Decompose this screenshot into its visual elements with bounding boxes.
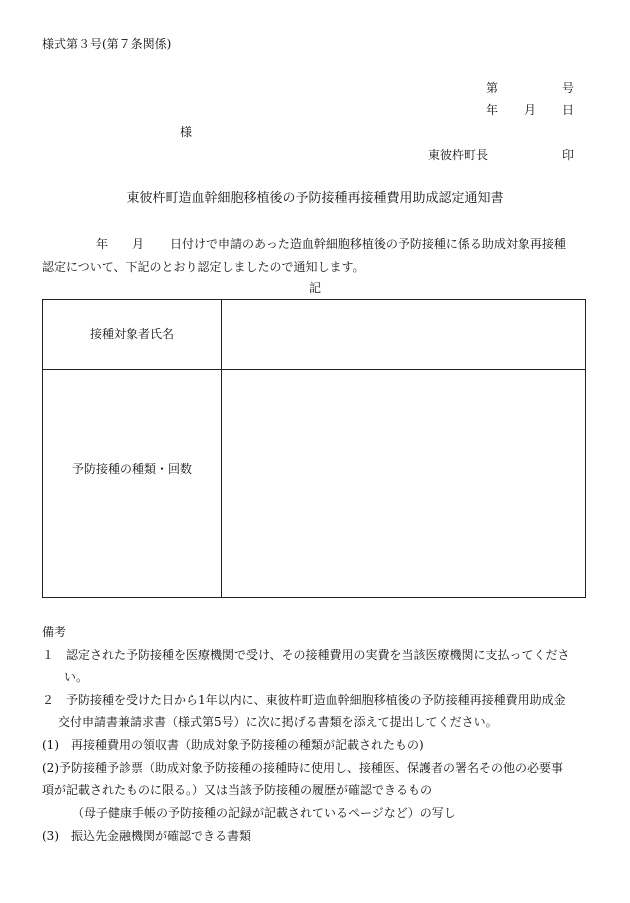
certification-table [42,299,586,598]
form-number: 様式第３号(第７条関係) [42,37,172,51]
label-recipient-name: 接種対象者氏名 [89,327,174,341]
body-line1: 日付けで申請のあった造血幹細胞移植後の予防接種に係る助成対象再接種 [170,237,566,251]
note-2-line-a: ２ 予防接種を受けた日から1年以内に、東彼杵町造血幹細胞移植後の予防接種再接種費用助成金 [42,693,566,707]
subnote-2-line-b: 項が記載されたものに限る。）又は当該予防接種の履歴が確認できるもの [42,783,433,797]
ki-label: 記 [308,281,321,295]
addressee-sama: 様 [180,125,193,139]
seal-mark: 印 [562,148,575,162]
subnote-2-line-c: （母子健康手帳の予防接種の記録が記載されているページなど）の写し [72,806,456,820]
note-1-line-b: い。 [64,670,89,684]
number-gou: 号 [562,81,575,95]
label-vaccination-type: 予防接種の種類・回数 [71,462,192,476]
subnote-1: (1) 再接種費用の領収書（助成対象予防接種の種類が記載されたもの) [42,738,424,752]
body-month: 月 [132,237,145,251]
field-vaccination-type [222,370,585,597]
issuer-name: 東彼杵町長 [428,148,489,162]
body-year: 年 [96,237,109,251]
subnote-2-line-a: (2)予防接種予診票（助成対象予防接種の接種時に使用し、接種医、保護者の署名その他の必要事 [42,761,564,775]
date-month: 月 [524,103,537,117]
body-line2: 認定について、下記のとおり認定しましたので通知します。 [42,260,365,274]
date-day: 日 [562,103,575,117]
field-recipient-name [222,300,585,369]
note-2-line-b: 交付申請書兼請求書（様式第5号）に次に掲げる書類を添えて提出してください。 [58,715,498,729]
document-title: 東彼杵町造血幹細胞移植後の予防接種再接種費用助成認定通知書 [126,191,504,206]
notes-heading: 備考 [42,625,67,639]
number-dai: 第 [486,81,499,95]
note-1-line-a: １ 認定された予防接種を医療機関で受け、その接種費用の実費を当該医療機関に支払ってくださ [42,648,570,662]
date-year: 年 [486,103,499,117]
subnote-3: (3) 振込先金融機関が確認できる書類 [42,829,251,843]
